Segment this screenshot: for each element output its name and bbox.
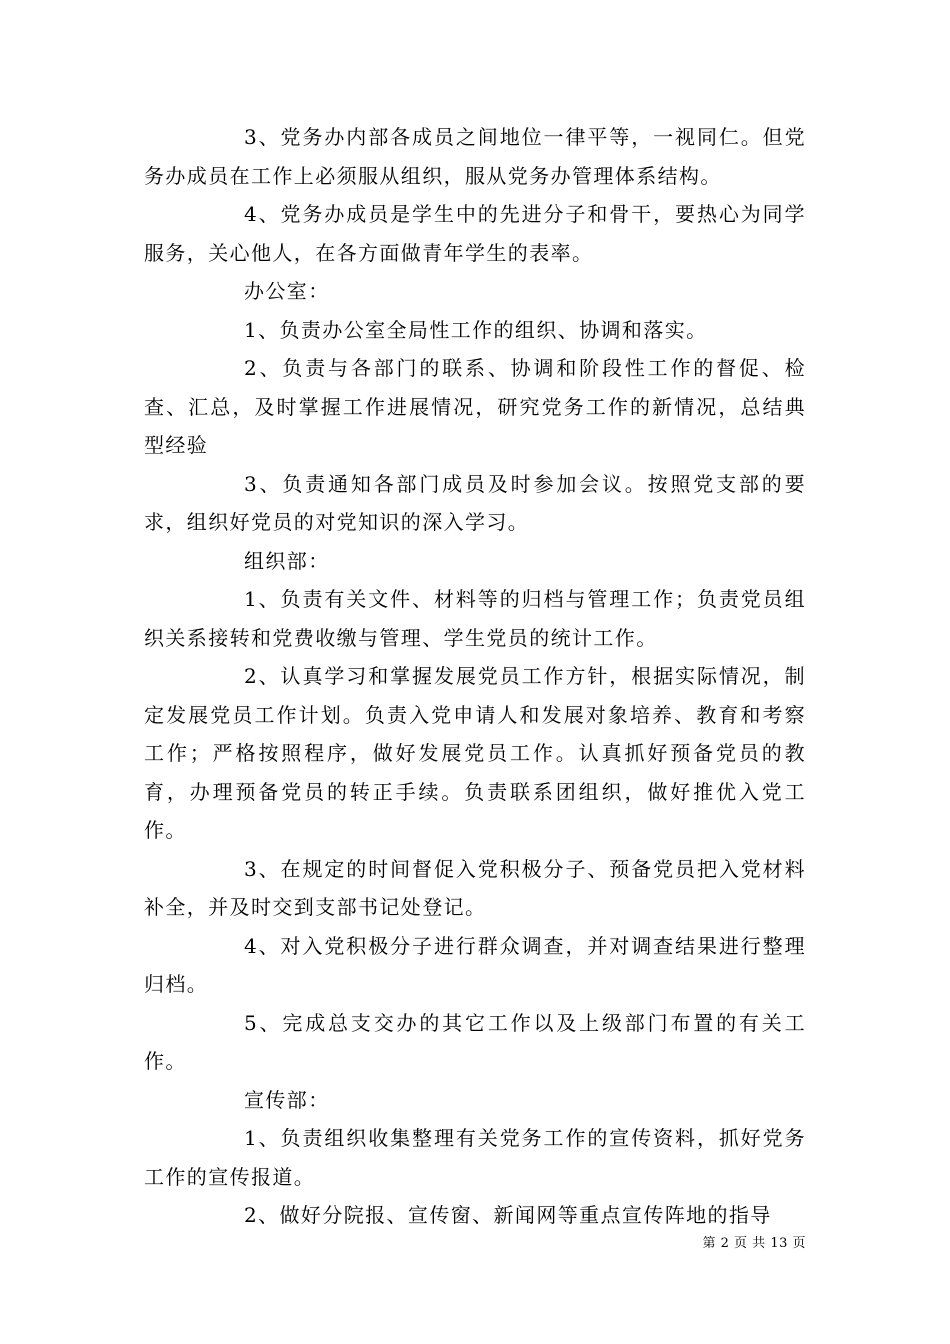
paragraph-12: 2、做好分院报、宣传窗、新闻网等重点宣传阵地的指导: [244, 1203, 772, 1227]
document-body: [144, 118, 806, 1235]
paragraph-10: 5、完成总支交办的其它工作以及上级部门布置的有关工作。: [144, 1010, 806, 1073]
paragraph-4: 2、负责与各部门的联系、协调和阶段性工作的督促、检查、汇总，及时掌握工作进展情况，研究党务工作的新情况，总结典型经验: [144, 356, 806, 457]
paragraph-9: 4、对入党积极分子进行群众调查，并对调查结果进行整理归档。: [144, 933, 806, 996]
section-heading-office: 办公室：: [244, 279, 330, 303]
section-heading-publicity: 宣传部：: [244, 1087, 330, 1112]
section-heading-organization: 组织部：: [244, 548, 330, 573]
paragraph-7: 2、认真学习和掌握发展党员工作方针，根据实际情况，制定发展党员工作计划。负责入党申请人和发展对象培养、教育和考察工作；严格按照程序，做好发展党员工作。认真抓好预备党员的教育，办理预备党员的转正手续。负责联系团组织，做好推优入党工作。: [144, 664, 806, 842]
paragraph-3: 1、负责办公室全局性工作的组织、协调和落实。: [244, 317, 708, 342]
paragraph-8: 3、在规定的时间督促入党积极分子、预备党员把入党材料补全，并及时交到支部书记处登记。: [144, 856, 806, 919]
paragraph-2: 4、党务办成员是学生中的先进分子和骨干，要热心为同学服务，关心他人，在各方面做青年学生的表率。: [144, 202, 806, 265]
paragraph-6: 1、负责有关文件、材料等的归档与管理工作；负责党员组织关系接转和党费收缴与管理、学生党员的统计工作。: [144, 587, 806, 650]
paragraph-5: 3、负责通知各部门成员及时参加会议。按照党支部的要求，组织好党员的对党知识的深入学习。: [144, 471, 806, 534]
paragraph-1: 3、党务办内部各成员之间地位一律平等，一视同仁。但党务办成员在工作上必须服从组织，服从党务办管理体系结构。: [144, 125, 806, 188]
paragraph-11: 1、负责组织收集整理有关党务工作的宣传资料，抓好党务工作的宣传报道。: [144, 1126, 806, 1189]
page-number-footer: 第 2 页 共 13 页: [702, 1236, 806, 1251]
